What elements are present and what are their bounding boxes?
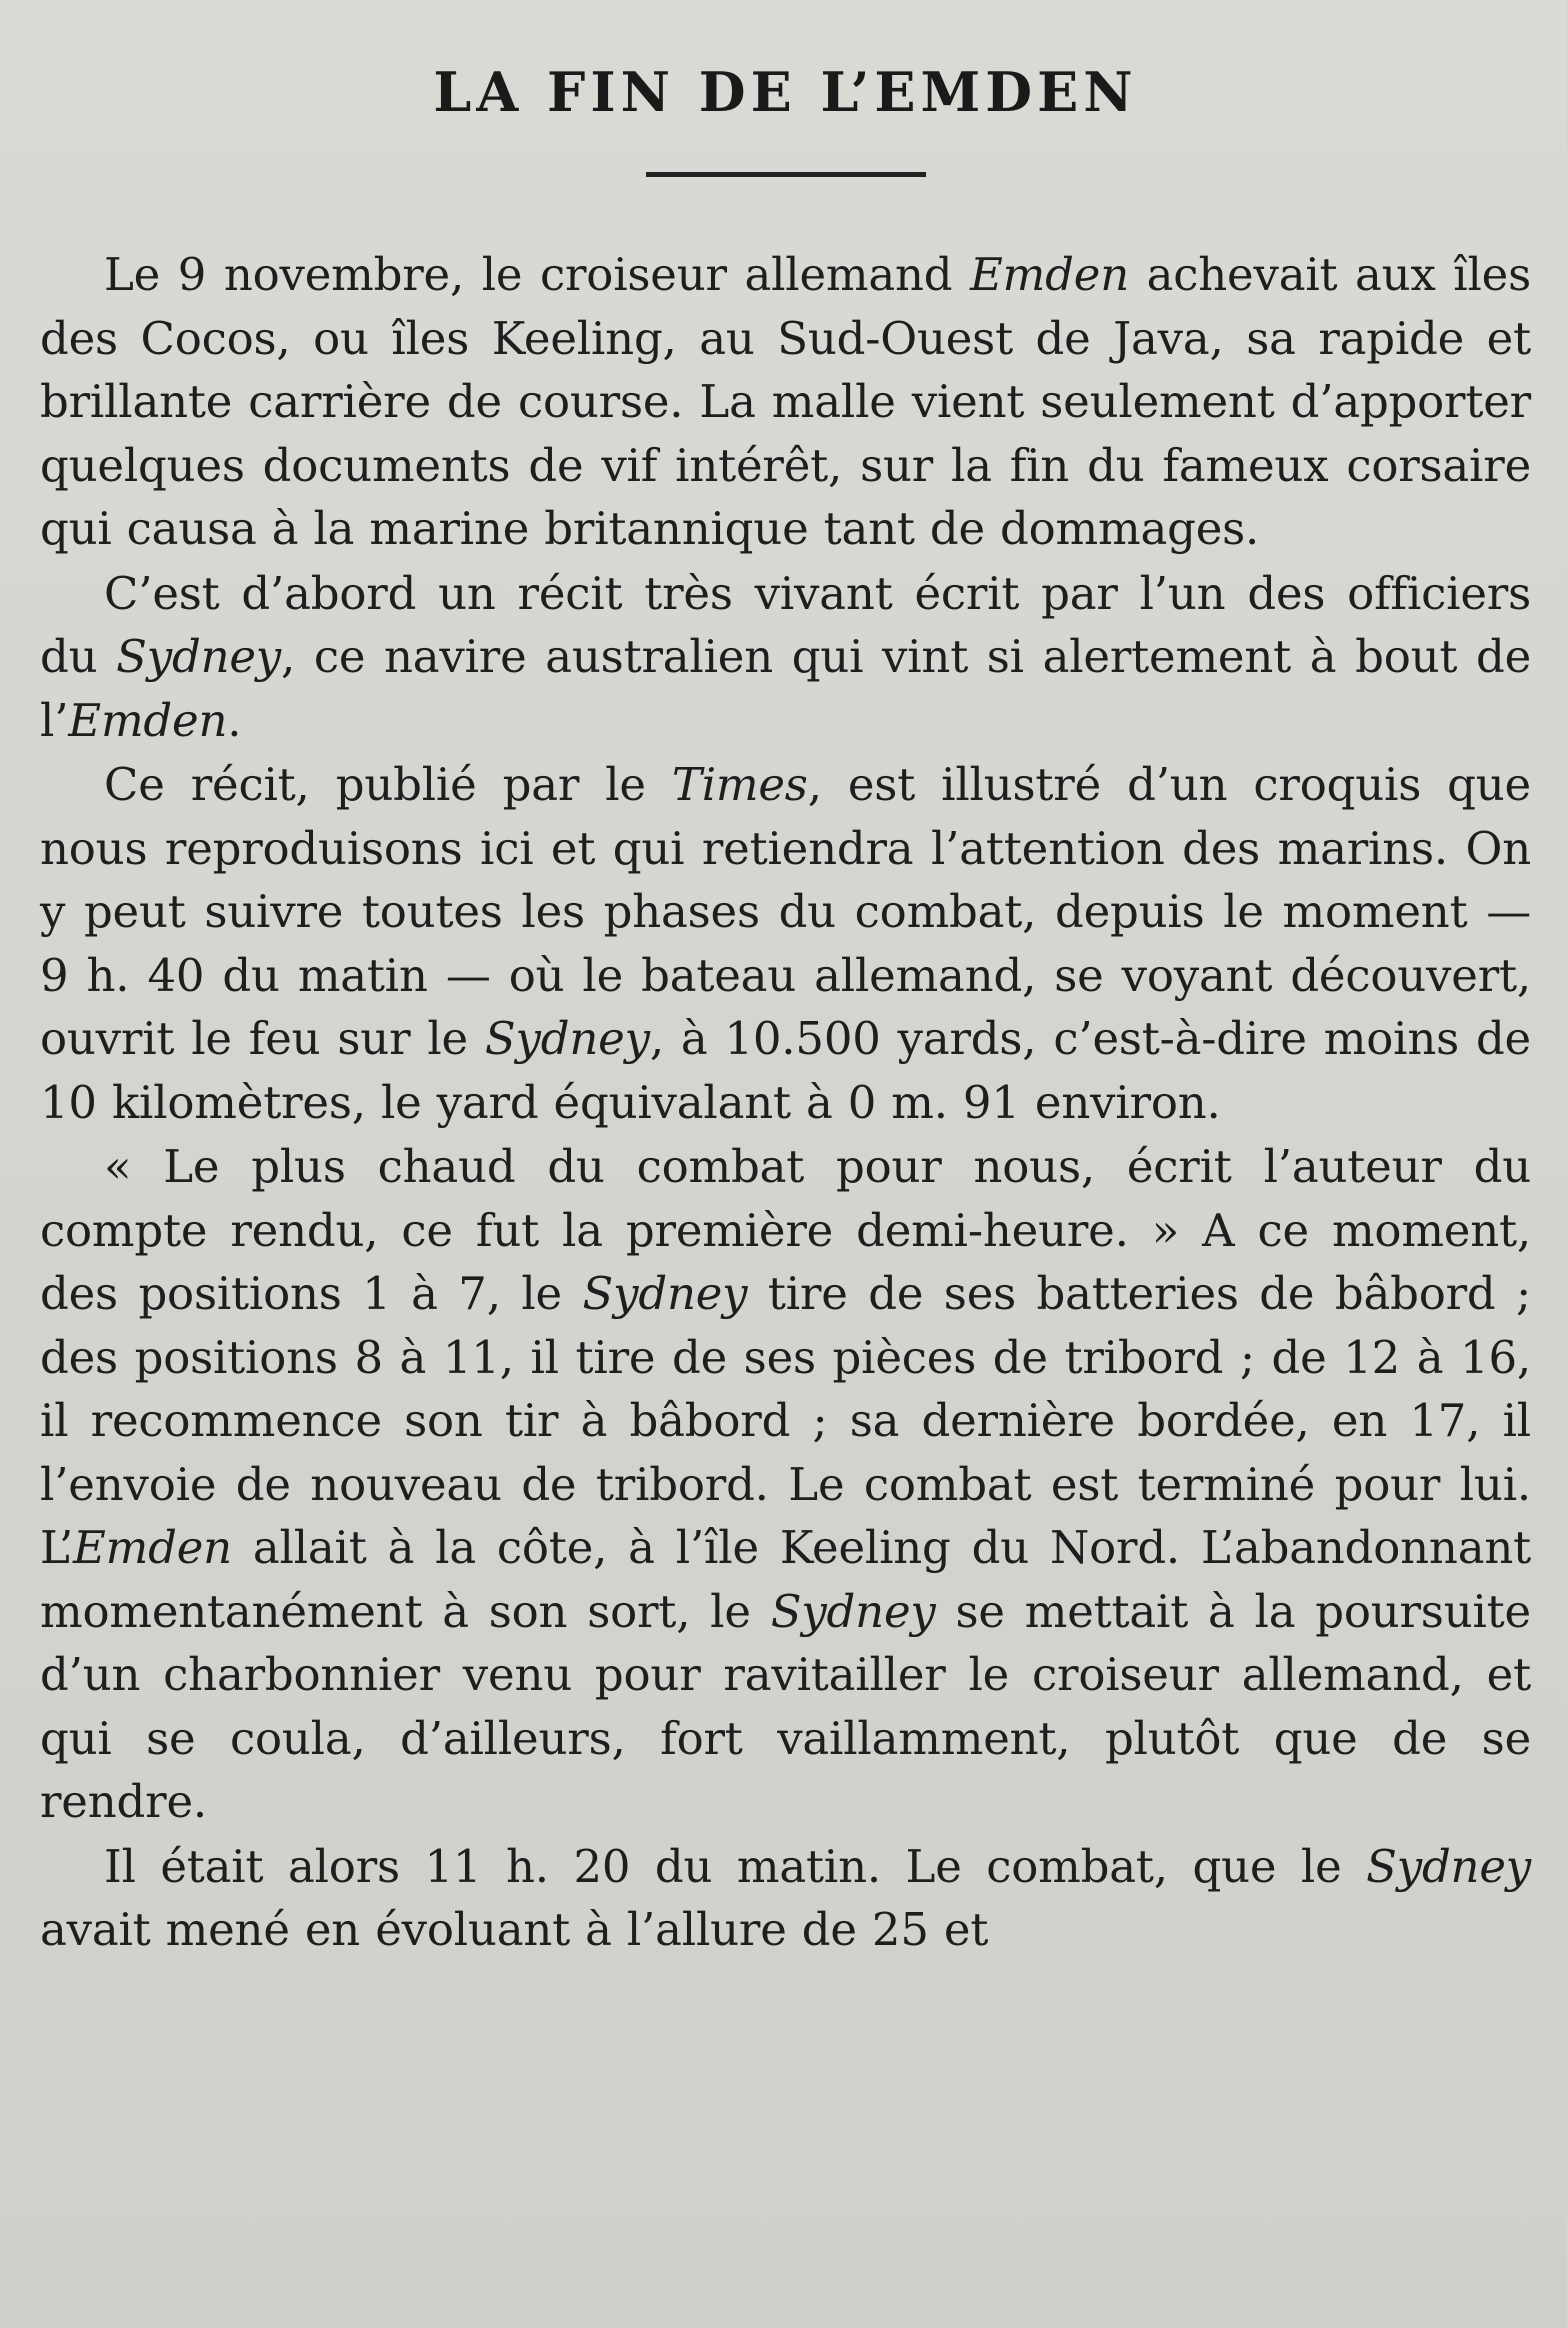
italic-text: Emden bbox=[68, 693, 228, 747]
text-run: achevait aux îles des Cocos, ou îles Keeling, au Sud-Ouest de Java, sa rapide et brillante carrière de course. La malle vient seulement d’apporter quelques documents de vif intérêt, sur la fin du fameux corsaire qui causa à la marine britannique tant de dommages. bbox=[40, 248, 1531, 555]
text-run: , à 10.500 yards, c’est-à-dire moins de 10 kilomètres, le yard équivalant à 0 m. 91 environ. bbox=[40, 1012, 1531, 1129]
paragraph bbox=[40, 1835, 1531, 1962]
text-run: se mettait à la poursuite d’un charbonnier venu pour ravitailler le croiseur allemand, et qui se coula, d’ailleurs, fort vaillamment, plutôt que de se rendre. bbox=[40, 1584, 1531, 1828]
italic-text: Sydney bbox=[1366, 1839, 1531, 1893]
text-run: , est illustré d’un croquis que nous reproduisons ici et qui retiendra l’attention des marins. On y peut suivre toutes les phases du combat, depuis le moment — 9 h. 40 du matin — où le bateau allemand, se voyant découvert, ouvrit le feu sur le bbox=[40, 758, 1531, 1065]
text-run: tire de ses batteries de bâbord ; des positions 8 à 11, il tire de ses pièces de tribord ; de 12 à 16, il recommence son tir à bâbord ; sa dernière bordée, en 17, il l’envoie de nouveau de tribord. Le combat est terminé pour lui. L’ bbox=[40, 1267, 1531, 1574]
article-title: LA FIN DE L’EMDEN bbox=[433, 60, 1138, 124]
text-run: « Le plus chaud du combat pour nous, écrit l’auteur du compte rendu, ce fut la première demi-heure. » A ce moment, des positions 1 à 7, le bbox=[40, 1140, 1531, 1320]
text-run: Le 9 novembre, le croiseur allemand bbox=[104, 248, 971, 301]
text-run: C’est d’abord un récit très vivant écrit par l’un des officiers du bbox=[40, 566, 1531, 683]
italic-text: Sydney bbox=[116, 630, 282, 683]
italic-text: Times bbox=[671, 758, 808, 811]
italic-text: Emden bbox=[970, 248, 1129, 301]
text-run: avait mené en évoluant à l’allure de 25 et bbox=[40, 1903, 989, 1956]
italic-text: Sydney bbox=[484, 1012, 650, 1065]
text-run: Il était alors 11 h. 20 du matin. Le combat, que le bbox=[104, 1839, 1367, 1893]
text-run: . bbox=[227, 693, 242, 747]
text-run: , ce navire australien qui vint si alertement à bout de l’ bbox=[40, 630, 1531, 747]
italic-text: Sydney bbox=[582, 1267, 748, 1320]
paragraph bbox=[40, 562, 1531, 753]
italic-text: Emden bbox=[73, 1521, 232, 1574]
text-run: Ce récit, publié par le bbox=[104, 758, 672, 811]
paragraph bbox=[40, 243, 1531, 561]
text-run: allait à la côte, à l’île Keeling du Nord. L’abandonnant momentanément à son sort, le bbox=[40, 1521, 1531, 1638]
title-divider bbox=[646, 172, 926, 177]
article-body bbox=[40, 243, 1531, 1962]
paragraph bbox=[40, 753, 1531, 1134]
paragraph bbox=[40, 1135, 1531, 1834]
italic-text: Sydney bbox=[770, 1584, 936, 1638]
